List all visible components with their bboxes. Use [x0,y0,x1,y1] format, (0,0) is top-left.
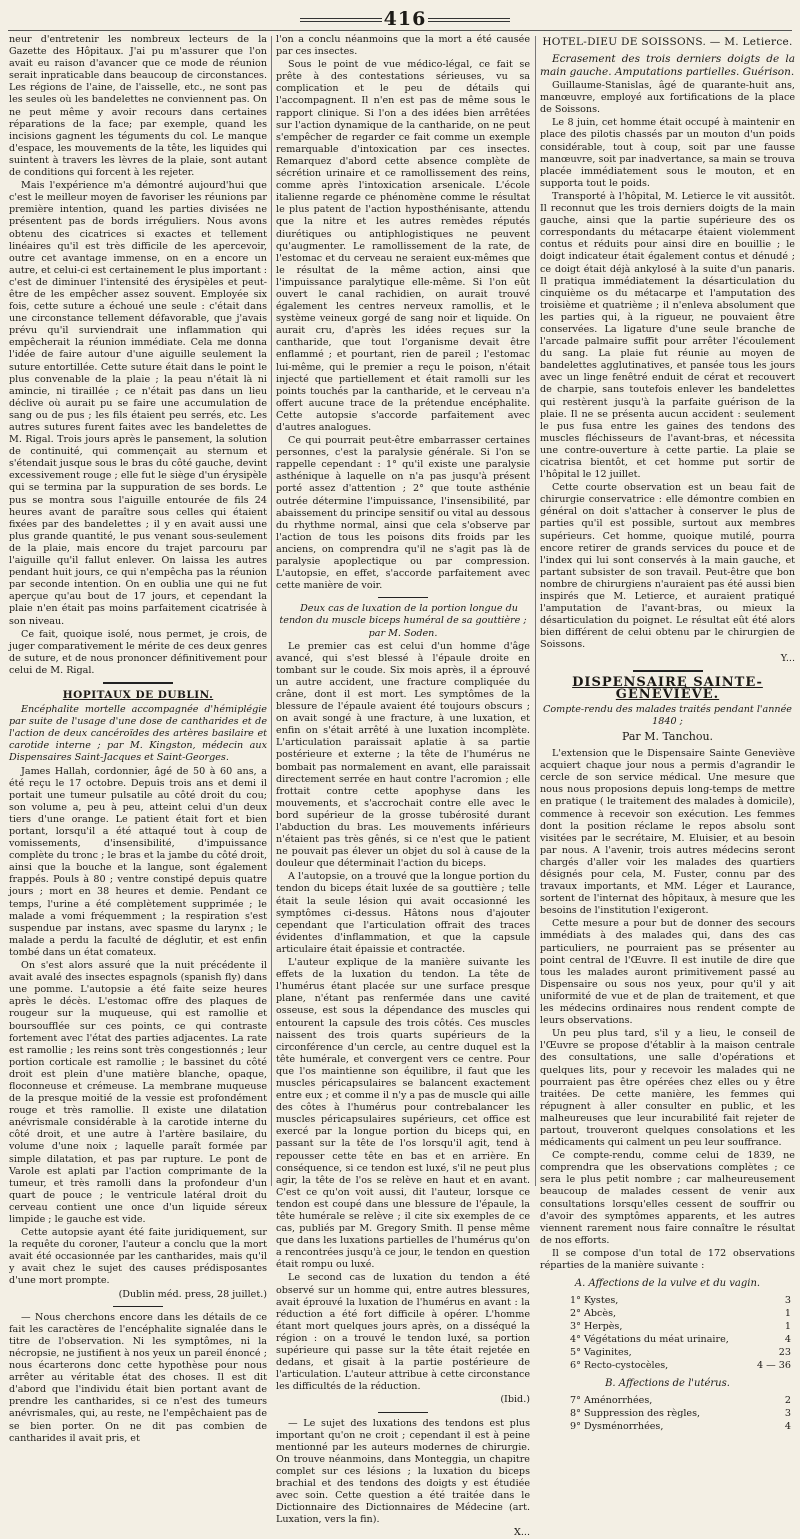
item-label: 1° Kystes, [570,1295,619,1307]
paragraph: Cette courte observation est un beau fait de chirurgie conservatrice : elle démontre combien en général on doit s'attacher à conserver le plus de parties qu'il est possible, surtout aux membres supérieurs. Cet homme, quoique mutilé, pourra encore retirer de grands services du pouce et de l'index qui lui sont conservés à la main gauche, et partant subsister de son travail. Peut-être que bon nombre de chirurgiens n'auraient pas été aussi bien inspirés que M. Letierce, et auraient pratiqué l'amputation de l'avant-bras, ou mieux la désarticulation du poignet. Le résultat eût été alors bien différent de celui obtenu par le chirurgien de Soissons. [540,482,795,651]
citation: (Ibid.) [500,1394,530,1406]
header-rule-left [300,18,382,22]
paragraph: Ce qui pourrait peut-être embarrasser certaines personnes, c'est la paralysie générale. Si l'on se rappelle cependant : 1° qu'il existe une paralysie asthénique à laquelle on n'a pas jusqu'à présent porté assez d'attention ; 2° que toute asthénie outrée détermine l'impuissance, l'insensibilité, par abaissement du principe sensitif ou vital au dessous du rhythme normal, ainsi que cela s'observe par l'action de tous les poisons dits froids par les anciens, on comprendra qu'il ne s'agit pas là de paralysie apoplectique ou par compression. L'autopsie, en effet, s'accorde parfaitement avec cette manière de voir. [276,435,530,592]
list-heading-b: B. Affections de l'utérus. [605,1378,730,1390]
item-label: 7° Aménorrhées, [570,1395,653,1407]
paragraph: L'extension que le Dispensaire Sainte Geneviève acquiert chaque jour nous a permis d'agrandir le cercle de son service médical. Une mesure que nous nous proposions depuis long-temps de mettre en pratique ( le traitement des malades à domicile), commence à recevoir son exécution. Les femmes dont la position réclame le repos absolu sont visitées par le secrétaire, M. Eluisier, et au besoin par nous. A l'avenir, trois autres médecins seront chargés d'aller voir les malades des quartiers désignés pour cela, M. Fuster, connu par des travaux importants, et MM. Léger et Laurance, sortent de l'internat des hôpitaux, à mesure que les besoins de l'institution l'exigeront. [540,748,795,917]
column-divider-1 [271,36,272,1186]
item-value: 4 [784,1334,791,1346]
item-label: 9° Dysménorrhées, [570,1421,664,1433]
citation: (Dublin méd. press, 28 juillet.) [118,1288,267,1300]
paragraph: Le 8 juin, cet homme était occupé à maintenir en place des pilotis chassés par un mouton d'un poids considérable, tout à coup, soit par une fausse manœuvre, soit par inadvertance, sa main se trouva placée immédiatement sous le mouton, et en supporta tout le poids. [540,117,795,189]
item-label: 6° Recto-cystocèles, [570,1360,669,1372]
item-value: 3 [784,1408,791,1420]
paragraph: Ce compte-rendu, comme celui de 1839, ne comprendra que les observations complètes ; ce sera le plus petit nombre ; car malheureusement beaucoup de malades cessent de venir aux consultations lorsqu'elles cessent de souffrir ou d'avoir des symptômes apparents, et les autres viennent rarement nous faire connaître le résultat de nos efforts. [540,1150,795,1246]
paragraph: Le premier cas est celui d'un homme d'âge avancé, qui s'est blessé à l'épaule droite en tombant sur le coude. Six mois après, il a éprouvé un autre accident, une fracture compliquée du crâne, dont il est mort. Les symptômes de la blessure de l'épaule avaient été toujours obscurs ; on avait songé à une fracture, à une luxation, et enfin on s'était arrêté à une luxation incomplète. L'articulation paraissait aplatie à sa partie postérieure et externe ; la tête de l'humérus ne bombait pas normalement en avant, elle paraissait directement serrée en haut contre l'acromion ; elle frottait contre cette apophyse dans les mouvements, et s'accrochait contre elle avec le bord supérieur de la grosse tubérosité durant l'abduction du bras. Les mouvements inférieurs n'étaient pas très gênés, si ce n'est que le patient ne pouvait pas élever un objet du sol à cause de la douleur que déterminait l'action du biceps. [276,640,530,870]
list-item [540,1307,795,1320]
page-number: 416 [383,8,427,30]
item-label: 4° Végétations du méat urinaire, [570,1334,729,1346]
item-label: 2° Abcès, [570,1308,617,1320]
item-label: 5° Vaginites, [570,1347,632,1359]
paragraph: Cette autopsie ayant été faite juridiquement, sur la requête du coroner, l'auteur a conclu que la mort avait été occasionnée par les cantharides, mais qu'il y avait chez le sujet des causes prédisposantes d'une mort prompte. [9,1227,267,1287]
paragraph: Le second cas de luxation du tendon a été observé sur un homme qui, entre autres blessures, avait éprouvé la luxation de l'humérus en avant : la réduction a été fort difficile à opérer. L'homme étant mort quelques jours après, on a disséqué la région : on a trouvé le tendon luxé, sa portion supérieure qui passe sur la tête était rejetée en dedans, et gisait à la partie postérieure de l'articulation. L'auteur attribue à cette circonstance les difficultés de la réduction. [276,1272,530,1393]
section-title-dublin: HOPITAUX DE DUBLIN. [62,688,214,701]
item-value: 4 [784,1421,791,1433]
section-title-soissons: HOTEL-DIEU DE SOISSONS. — M. Letierce. [542,36,793,48]
article-subtitle: Deux cas de luxation de la portion longue du tendon du muscle biceps huméral de sa gouttière ; par M. Soden. [279,603,527,639]
section-separator [633,670,703,672]
list-item [540,1346,795,1359]
header-divider [8,30,792,31]
paragraph: Guillaume-Stanislas, âgé de quarante-huit ans, manœuvre, employé aux fortifications de la place de Soissons. [540,80,795,116]
paragraph: l'on a conclu néanmoins que la mort a été causée par ces insectes. [276,34,530,58]
paragraph: — Nous cherchons encore dans les détails de ce fait les caractères de l'encéphalite signalée dans le titre de l'observation. Ni les symptômes, ni la nécropsie, ne justifient à nos yeux un pareil énoncé ; nous écarterons donc cette hypothèse pour nous arrêter au véritable état des choses. Il est dit d'abord que l'individu était bien portant avant de prendre les cantharides, si ce n'est des tumeurs anévrismales, qui, au reste, ne l'empêchaient pas de se bien porter. On ne dit pas combien de cantharides il avait pris, et [9,1311,267,1444]
paragraph: Ce fait, quoique isolé, nous permet, je crois, de juger comparativement le mérite de ces deux genres de suture, et de nous prononcer définitivement pour celui de M. Rigal. [9,628,267,676]
section-separator [113,1306,163,1307]
list-item [540,1320,795,1333]
column-2 [276,34,530,1539]
column-3 [540,34,795,1433]
list-b [540,1394,795,1433]
item-label: 3° Herpès, [570,1321,623,1333]
list-item [540,1407,795,1420]
paragraph: Il se compose d'un total de 172 observations réparties de la manière suivante : [540,1247,795,1271]
paragraph: Sous le point de vue médico-légal, ce fait se prête à des contestations sérieuses, vu sa complication et le peu de détails qui l'accompagnent. Il n'en est pas de même sous le rapport clinique. Si l'on a des idées bien arrêtées sur l'action dynamique de la cantharide, on ne peut s'empêcher de regarder ce fait comme un exemple remarquable d'intoxication par ces insectes. Remarquez d'abord cette absence complète de sécrétion urinaire et ce ramollissement des reins, comme après l'intoxication arsenicale. L'école italienne regarde ce phénomène comme le résultat le plus patent de l'action hyposthénisante, attendu que la nitre et les autres remèdes réputés diurétiques ou antiphlogistiques ne peuvent qu'augmenter. Le ramollissement de la rate, de l'estomac et du cerveau ne seraient eux-mêmes que le résultat de la même action, ainsi que l'impuissance paralytique elle-même. Si l'on eût ouvert le canal rachidien, on aurait trouvé également les centres nerveux ramollis, et le système veineux gorgé de sang noir et liquide. On aurait cru, d'après les idées reçues sur la cantharide, que tout l'organisme devait être enflammé ; et pourtant, rien de pareil ; l'estomac lui-même, qui le premier a reçu le poison, n'était injecté que partiellement et était ramolli sur les points touchés par la cantharide, et le cerveau n'a offert aucune trace de la prétendue encéphalite. Cette autopsie s'accorde parfaitement avec d'autres analogues. [276,59,530,433]
item-value: 2 [784,1395,791,1407]
item-value: 23 [778,1347,791,1359]
article-subtitle: Ecrasement des trois derniers doigts de la main gauche. Amputations partielles. Guérison. [540,53,795,79]
report-author: Par M. Tanchou. [621,729,714,743]
item-label: 8° Suppression des règles, [570,1408,701,1420]
column-1 [9,34,268,1444]
list-a [540,1294,795,1372]
item-value: 1 [784,1308,791,1320]
list-item [540,1394,795,1407]
paragraph: Cette mesure a pour but de donner des secours immédiats à des malades qui, dans des cas particuliers, ne pourraient pas se présenter au point central de l'Œuvre. Il est inutile de dire que tous les malades auront primitivement passé au Dispensaire ou sous nos yeux, pour qu'il y ait uniformité de vue et de plan de traitement, et que les médecins ordinaires nous rendent compte de leurs observations. [540,918,795,1027]
paragraph: neur d'entretenir les nombreux lecteurs de la Gazette des Hôpitaux. J'ai pu m'assurer que l'on avait eu raison d'avancer que ce mode de réunion serait inpraticable dans beaucoup de circonstances. Les régions de l'aine, de l'aisselle, etc., ne sont pas les seules où les bandelettes ne conviennent pas. On ne peut même y avoir recours dans certaines réparations de la face; par exemple, quand les incisions gagnent les téguments du col. Le manque d'espace, les mouvements de la tête, les liquides qui suintent à travers les lèvres de la plaie, sont autant de conditions qui forcent à les rejeter. [9,34,267,179]
paragraph: On s'est alors assuré que la nuit précédente il avait avalé des insectes espagnols (spanish fly) dans une pomme. L'autopsie a été faite seize heures après le décès. L'estomac offre des plaques de rougeur sur la muqueuse, qui est ramollie et boursoufflée sur ces points, ce qui contraste fortement avec l'état des parties adjacentes. La rate est ramollie ; les reins sont très congestionnés ; leur portion corticale est ramollie ; le bassinet du côté droit est plein d'une matière blanche, opaque, floconneuse et crémeuse. La membrane muqueuse de la presque moitié de la vessie est profondément rouge et très ramollie. Il existe une dilatation anévrismale considérable à la carotide interne du côté droit, et une autre à l'artère basilaire, du volume d'une noix ; laquelle paraît formée par simple dilatation, et pas par rupture. Le pont de Varole est aplati par l'action comprimante de la tumeur, et très ramolli dans la profondeur d'un quart de pouce ; le ventricule latéral droit du cerveau contient une once d'un liquide séreux limpide ; le gauche est vide. [9,960,267,1225]
section-separator [378,597,428,598]
report-title: Compte-rendu des malades traités pendant l'année 1840 ; [543,703,792,727]
section-separator [103,682,173,684]
paragraph: A l'autopsie, on a trouvé que la longue portion du tendon du biceps était luxée de sa gouttière ; telle était la seule lésion qui avait occasionné les symptômes ci-dessus. Hâtons nous d'ajouter cependant que l'articulation offrait des traces évidentes d'inflammation, et que la capsule articulaire était épaissie et contractée. [276,871,530,955]
section-separator [378,1412,428,1413]
signature: Y... [780,652,795,664]
item-value: 1 [784,1321,791,1333]
list-item [540,1333,795,1346]
paragraph: Transporté à l'hôpital, M. Letierce le vit aussitôt. Il reconnut que les trois derniers doigts de la main gauche, ainsi que la partie supérieure des os correspondants du métacarpe étaient violemment contus et réduits pour ainsi dire en bouillie ; le doigt indicateur était également contus et dénudé ; ce doigt était déjà ankylosé à la suite d'un panaris. Il pratiqua immédiatement la désarticulation du cinquième os du métacarpe et l'amputation des troisième et quatrième ; il n'enleva absolument que les parties qui, à la rigueur, ne pouvaient être conservées. La ligature d'une seule branche de l'arcade palmaire suffit pour arrêter l'écoulement du sang. La plaie fut réunie au moyen de bandelettes agglutinatives, et pansée tous les jours avec un linge fenêtré enduit de cérat et recouvert de charpie, sans toutefois enlever les bandelettes qui restèrent jusqu'à la parfaite guérison de la plaie. Il ne se présenta aucun accident : seulement le pus fusa entre les gaines des tendons des muscles fléchisseurs de l'avant-bras, et nécessita une contre-ouverture à cette partie. La plaie se cicatrisa bientôt, et cet homme put sortir de l'hôpital le 12 juillet. [540,190,795,481]
signature: X... [514,1527,530,1539]
list-item [540,1359,795,1372]
section-title-dispensaire: DISPENSAIRE SAINTE-GENEVIÈVE. [572,674,763,702]
paragraph: Un peu plus tard, s'il y a lieu, le conseil de l'Œuvre se propose d'établir à la maison centrale des consultations, une salle d'opérations et quelques lits, pour y recevoir les malades qui ne pourraient pas être opérées chez elles ou y être traitées. De cette manière, les femmes qui répugnent à aller consulter en public, et les malheureuses que leur incurabilité fait rejeter de partout, trouveront quelques consolations et les médicaments qui calment un peu leur souffrance. [540,1028,795,1149]
list-item [540,1294,795,1307]
paragraph: — Le sujet des luxations des tendons est plus important qu'on ne croit ; cependant il est à peine mentionné par les auteurs modernes de chirurgie. On trouve néanmoins, dans Monteggia, un chapitre complet sur ces lésions ; la luxation du biceps brachial et des tendons des doigts y est étudiée avec soin. Cette question a été traitée dans le Dictionnaire des Dictionnaires de Médecine (art. Luxation, vers la fin). [276,1417,530,1526]
paragraph: James Hallah, cordonnier, âgé de 50 à 60 ans, a été reçu le 17 octobre. Depuis trois ans et demi il portait une tumeur pulsatile au côté droit du cou; son volume a, peu à peu, atteint celui d'un deux tiers d'une orange. Le patient était fort et bien portant, lorsqu'il a été attaqué tout à coup de vomissements, d'insensibilité, d'impuissance complète du tronc ; le bras et la jambe du côté droit, ainsi que la bouche et la langue, sont également frappés. Pouls à 80 ; ventre constipé depuis quatre jours ; mort en 38 heures et demie. Pendant ce temps, l'urine a été complètement supprimée ; le malade a vomi fréquemment ; la respiration s'est suspendue par instans, avec spasme du larynx ; le malade a perdu la faculté de déglutir, et est enfin tombé dans un état comateux. [9,765,267,958]
item-value: 3 [784,1295,791,1307]
list-item [540,1420,795,1433]
list-heading-a: A. Affections de la vulve et du vagin. [574,1278,761,1290]
paragraph: Mais l'expérience m'a démontré aujourd'hui que c'est le meilleur moyen de favoriser les réunions par première intention, quand les parties divisées ne présentent pas de bords irréguliers. Nous avons obtenu des cicatrices si exactes et tellement linéaires qu'il est très difficile de les apercevoir, outre cet avantage immense, on en a encore un autre, et celui-ci est certainement le plus important : c'est de diminuer l'intensité des érysipèles et peut-être de les empêcher assez souvent. Employée six fois, cette suture a échoué une seule : c'était dans une circonstance tellement défavorable, que j'avais prévu qu'il surviendrait une inflammation qui empêcherait la réunion immédiate. Cela me donna l'idée de faire autour d'une aiguille seulement la suture entortillée. Cette suture était dans le point le plus convenable de la plaie ; la peau n'était là ni amincie, ni tiraillée ; ce n'était pas dans un lieu déclive où aurait pu se faire une accumulation de sang ou de pus ; les fils étaient peu serrés, etc. Les autres sutures furent faites avec les bandelettes de M. Rigal. Trois jours après le pansement, la solution de continuité, qui commençait au sternum et s'étendait jusque sous le bras du côté gauche, devint excessivement rouge ; elle fut le siège d'un érysipèle qui se termina par la suppuration de ses bords. Le pus se montra sous l'aiguille entourée de fils 24 heures avant de paraître sous celles qui étaient fixées par des bandelettes ; il y en avait aussi une plus grande quantité, le pus venant sous-seulement de la plaie, mais encore du trajet parcouru par l'aiguille qu'il fallut enlever. On laissa les autres pendant huit jours, ce qui n'empêcha pas la réunion par seconde intention. On en oublia une qui ne fut aperçue qu'au bout de 17 jours, et cependant la plaie n'en était pas moins parfaitement cicatrisée à son niveau. [9,180,268,627]
item-value: 4 — 36 [756,1360,791,1372]
paragraph: L'auteur explique de la manière suivante les effets de la luxation du tendon. La tête de l'humérus étant placée sur une surface presque plane, n'étant pas renfermée dans une cavité osseuse, est sous la dépendance des muscles qui entourent la capsule des trois côtés. Ces muscles naissent des trois quarts supérieurs de la circonférence d'un cercle, au centre duquel est la tête humérale, et convergent vers ce centre. Pour que l'os maintienne son équilibre, il faut que les muscles péricapsulaires se balancent exactement entre eux ; et comme il n'y a pas de muscle qui aille des côtes à l'humérus pour contrebalancer les muscles péricapsulaires supérieurs, cet office est exercé par la longue portion du biceps qui, en passant sur la tête de l'os lorsqu'il agit, tend à repousser cette tête en bas et en arrière. En conséquence, si ce tendon est luxé, s'il ne peut plus agir, la tête de l'os se relève en haut et en avant. C'est ce qu'on voit aussi, dit l'auteur, lorsque ce tendon est coupé dans une blessure de l'épaule, la tête humérale se relève ; il cite six exemples de ce cas, publiés par M. Gregory Smith. Il pense même que dans les luxations partielles de l'humérus qu'on a rencontrées jusqu'à ce jour, le tendon en question était rompu ou luxé. [276,957,530,1271]
header-rule-right [428,18,510,22]
column-divider-2 [535,36,536,1186]
article-lead: Encéphalite mortelle accompagnée d'hémiplégie par suite de l'usage d'une dose de cantharides et de l'action de deux cancéroïdes des artères basilaire et carotide interne ; par M. Kingston, médecin aux Dispensaires Saint-Jacques et Saint-Georges. [9,704,267,764]
